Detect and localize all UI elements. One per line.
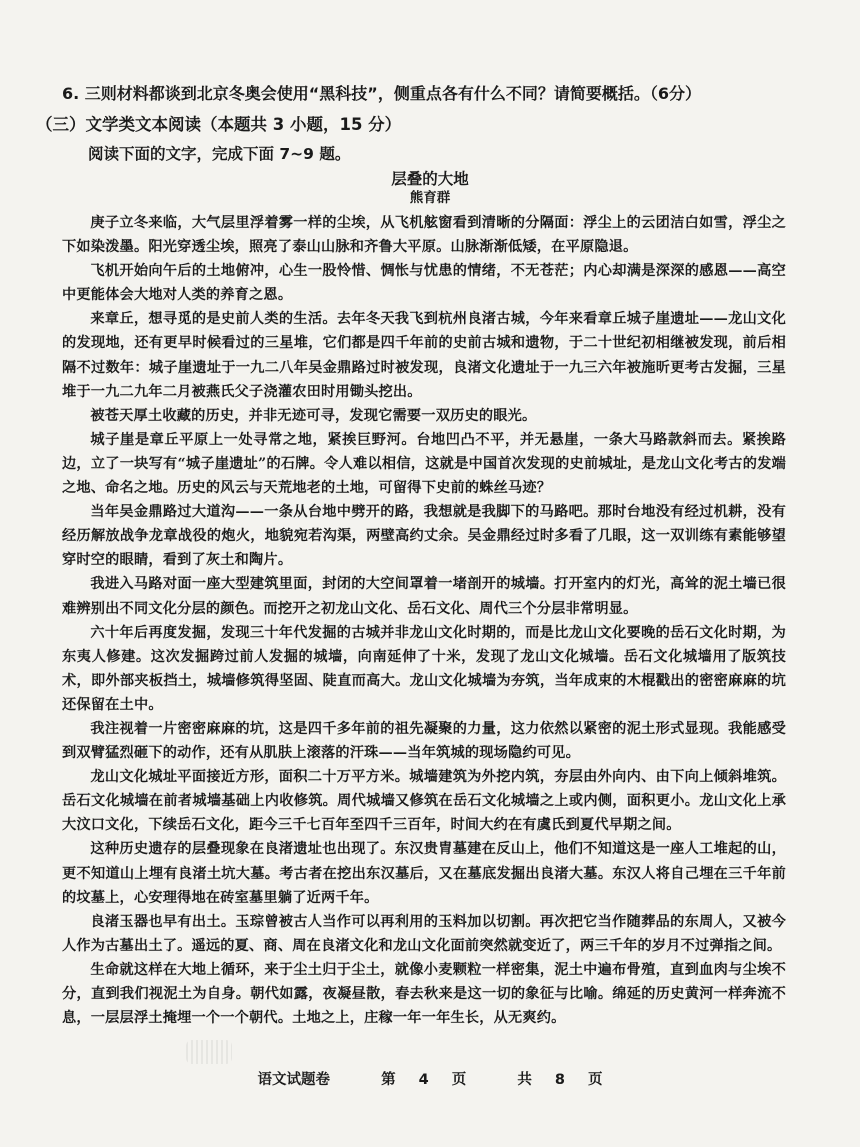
page-footer bbox=[0, 1070, 860, 1090]
footer-total-pages: 共 8 页 bbox=[517, 1072, 603, 1088]
footer-subject: 语文试题卷 bbox=[257, 1072, 330, 1088]
article-paragraph: 来章丘，想寻觅的是史前人类的生活。去年冬天我飞到杭州良渚古城，今年来看章丘城子崖遗址——龙山文化的发现地，还有更早时候看过的三星堆，它们都是四千年前的史前古城和遗物，于二十世纪初相继被发现，前后相隔不过数年：城子崖遗址于一九二八年吴金鼎路过时被发现，良渚文化遗址于一九三六年被施昕更考古发掘，三星堆于一九二九年二月被燕氏父子浇灌农田时用锄头挖出。 bbox=[62, 311, 786, 400]
article-paragraph: 飞机开始向午后的土地俯冲，心生一股怜惜、惆怅与忧患的情绪，不无苍茫；内心却满是深深的感恩——高空中更能体会大地对人类的养育之恩。 bbox=[62, 263, 786, 304]
footer-page-number: 第 4 页 bbox=[381, 1072, 467, 1088]
article-paragraph: 被苍天厚土收藏的历史，并非无迹可寻，发现它需要一双历史的眼光。 bbox=[90, 407, 537, 424]
article-paragraph: 我进入马路对面一座大型建筑里面，封闭的大空间罩着一堵剖开的城墙。打开室内的灯光，高耸的泥土墙已很难辨别出不同文化分层的颜色。而挖开之初龙山文化、岳石文化、周代三个分层非常明显。 bbox=[62, 576, 786, 617]
article-paragraph: 六十年后再度发掘，发现三十年代发掘的古城并非龙山文化时期的，而是比龙山文化要晚的岳石文化时期，为东夷人修建。这次发掘跨过前人发掘的城墙，向南延伸了十米，发现了龙山文化城墙。岳石文化城墙用了版筑技术，即外部夹板挡土，城墙修筑得坚固、陡直而高大。龙山文化城墙为夯筑，当年成束的木棍戳出的密密麻麻的坑还保留在土中。 bbox=[62, 624, 786, 713]
question-6: 6. 三则材料都谈到北京冬奥会使用“黑科技”，侧重点各有什么不同？请简要概括。（6分） bbox=[62, 84, 701, 103]
article-paragraph: 龙山文化城址平面接近方形，面积二十万平方米。城墙建筑为外挖内筑，夯层由外向内、由下向上倾斜堆筑。岳石文化城墙在前者城墙基础上内收修筑。周代城墙又修筑在岳石文化城墙之上或内侧，面积更小。龙山文化上承大汶口文化，下续岳石文化，距今三千七百年至四千三百年，时间大约在有虞氏到夏代早期之间。 bbox=[62, 769, 786, 834]
section-heading: （三）文学类文本阅读（本题共 3 小题，15 分） bbox=[36, 115, 402, 134]
article-paragraph: 我注视着一片密密麻麻的坑，这是四千多年前的祖先凝聚的力量，这力依然以紧密的泥土形式显现。我能感受到双臂猛烈砸下的动作，还有从肌肤上滚落的汗珠——当年筑城的现场隐约可见。 bbox=[62, 720, 786, 762]
article-paragraph: 生命就这样在大地上循环，来于尘土归于尘土，就像小麦颗粒一样密集，泥土中遍布骨殖，直到血肉与尘埃不分，直到我们视泥土为自身。朝代如露，夜凝昼散，春去秋来是这一切的象征与比喻。绵延的历史黄河一样奔流不息，一层层浮土掩埋一个一个朝代。土地之上，庄稼一年一年生长，从无爽约。 bbox=[62, 961, 786, 1027]
reading-instruction: 阅读下面的文字，完成下面 7~9 题。 bbox=[88, 145, 351, 163]
article-paragraph: 当年吴金鼎路过大道沟——一条从台地中劈开的路，我想就是我脚下的马路吧。那时台地没有经过机耕，没有经历解放战争龙章战役的炮火，地貌宛若沟渠，两壁高约丈余。吴金鼎经过时多看了几眼，这一双训练有素能够望穿时空的眼睛，看到了灰土和陶片。 bbox=[62, 504, 786, 569]
article-title: 层叠的大地 bbox=[391, 170, 469, 188]
article-body bbox=[62, 211, 786, 1030]
article-paragraph: 城子崖是章丘平原上一处寻常之地，紧挨巨野河。台地凹凸不平，并无悬崖，一条大马路款斜而去。紧挨路边，立了一块写有“城子崖遗址”的石牌。令人难以相信，这就是中国首次发现的史前城址，是龙山文化考古的发端之地、命名之地。历史的风云与天荒地老的土地，可留得下史前的蛛丝马迹？ bbox=[62, 431, 786, 497]
article-author: 熊育群 bbox=[409, 190, 451, 206]
scan-smudge bbox=[186, 1040, 232, 1064]
article-paragraph: 庚子立冬来临，大气层里浮着雾一样的尘埃，从飞机舷窗看到清晰的分隔面：浮尘上的云团洁白如雪，浮尘之下如染泼墨。阳光穿透尘埃，照亮了泰山山脉和齐鲁大平原。山脉渐渐低矮，在平原隐退。 bbox=[62, 215, 786, 256]
article-paragraph: 良渚玉器也早有出土。玉琮曾被古人当作可以再利用的玉料加以切割。再次把它当作随葬品的东周人，又被今人作为古墓出土了。遥远的夏、商、周在良渚文化和龙山文化面前突然就变近了，两三千年的岁月不过弹指之间。 bbox=[62, 913, 786, 954]
article-paragraph: 这种历史遗存的层叠现象在良渚遗址也出现了。东汉贵胄墓建在反山上，他们不知道这是一座人工堆起的山，更不知道山上埋有良渚土坑大墓。考古者在挖出东汉墓后，又在墓底发掘出良渚大墓。东汉人将自己埋在三千年前的坟墓上，心安理得地在砖室墓里躺了近两千年。 bbox=[62, 841, 786, 906]
